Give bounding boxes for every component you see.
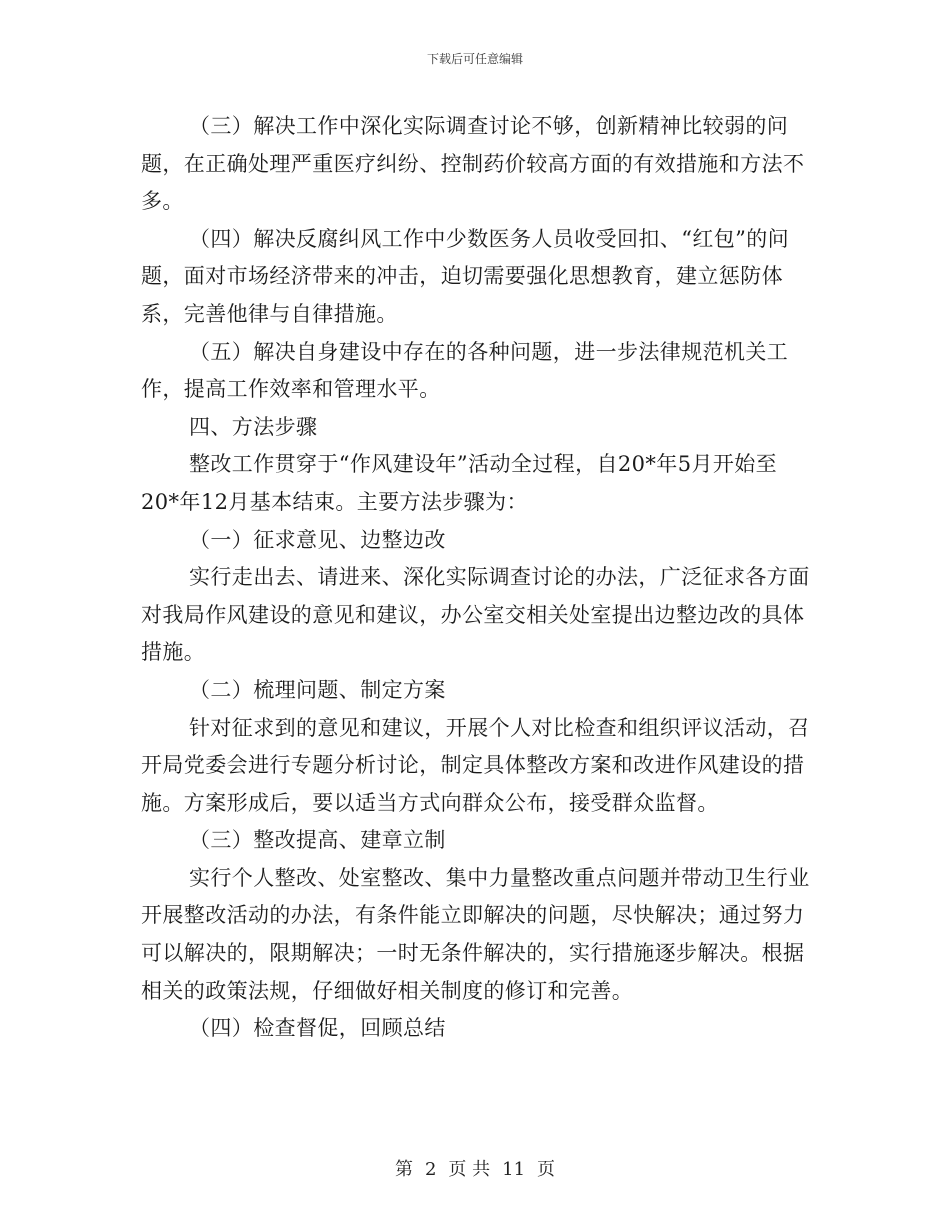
footer-suffix: 页 [537,1159,556,1180]
subheading-step-2: （二）梳理问题、制定方案 [189,677,446,702]
footer-prefix: 第 [394,1159,413,1180]
paragraph-methods-intro: 整改工作贯穿于“作风建设年”活动全过程，自20*年5月开始至20*年12月基本结束。主要方法步骤为： [141,452,778,514]
footer-mid: 页 共 [448,1159,491,1180]
subheading-step-3: （三）整改提高、建章立制 [189,828,446,853]
paragraph-step-3: 实行个人整改、处室整改、集中力量整改重点问题并带动卫生行业开展整改活动的办法，有条件能立即解决的问题，尽快解决；通过努力可以解决的，限期解决；一时无条件解决的，实行措施逐步解决。根据相关的政策法规，仔细做好相关制度的修订和完善。 [141,865,810,1003]
paragraph-step-2: 针对征求到的意见和建议，开展个人对比检查和组织评议活动，召开局党委会进行专题分析讨论，制定具体整改方案和改进作风建设的措施。方案形成后，要以适当方式向群众公布，接受群众监督。 [141,715,810,815]
subheading-step-1: （一）征求意见、边整边改 [189,527,446,552]
page-footer [0,1155,950,1181]
section-heading-methods: 四、方法步骤 [189,414,318,439]
paragraph-issue-5: （五）解决自身建设中存在的各种问题，进一步法律规范机关工作，提高工作效率和管理水平。 [141,339,789,402]
footer-page-number: 2 [424,1159,437,1180]
footer-total-pages: 11 [502,1159,526,1180]
document-body [141,108,813,1048]
page-header: 下载后可任意编辑 [426,52,523,66]
paragraph-step-1: 实行走出去、请进来、深化实际调查讨论的办法，广泛征求各方面对我局作风建设的意见和建议，办公室交相关处室提出边整边改的具体措施。 [141,565,810,665]
paragraph-issue-3: （三）解决工作中深化实际调查讨论不够，创新精神比较弱的问题，在正确处理严重医疗纠纷、控制药价较高方面的有效措施和方法不多。 [141,114,805,214]
paragraph-issue-4: （四）解决反腐纠风工作中少数医务人员收受回扣、“红包”的问题，面对市场经济带来的冲击，迫切需要强化思想教育，建立惩防体系，完善他律与自律措施。 [141,226,790,326]
subheading-step-4: （四）检查督促，回顾总结 [189,1016,446,1041]
